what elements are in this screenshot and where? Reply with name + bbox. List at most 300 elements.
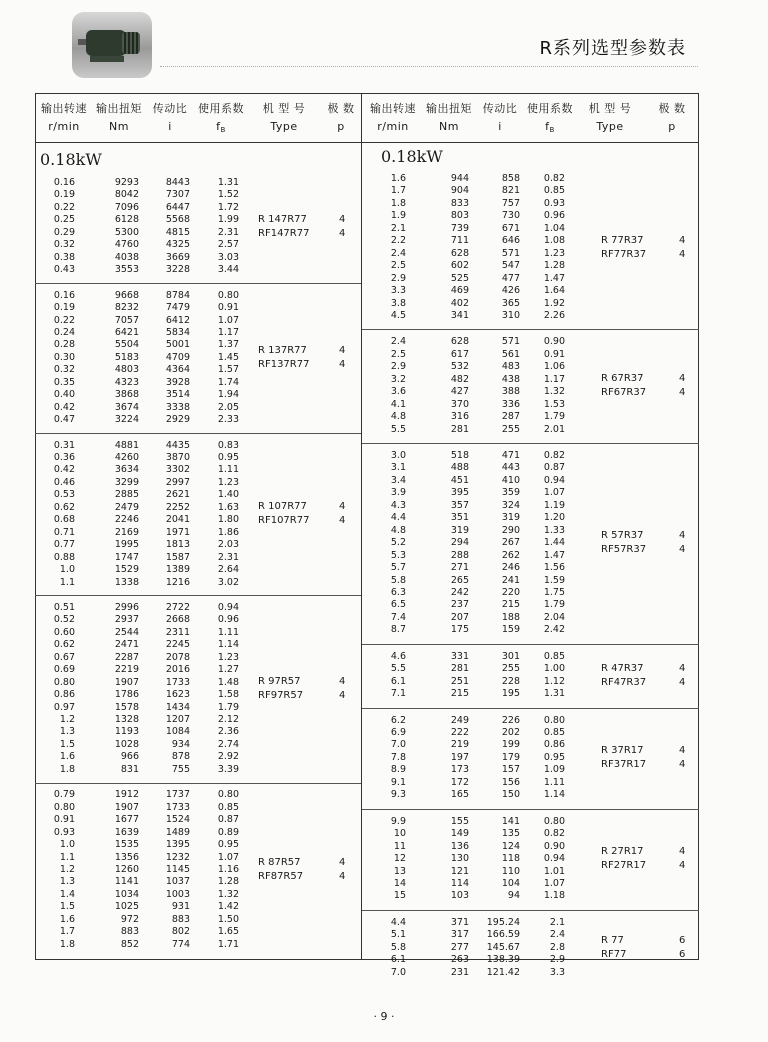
cell-ratio: 547 (501, 260, 520, 272)
cell-speed: 9.1 (390, 776, 406, 788)
cell-torque: 2996 (114, 601, 139, 613)
cell-torque: 130 (450, 853, 469, 865)
cell-service: 0.95 (217, 839, 239, 851)
cell-ratio: 1037 (165, 876, 190, 888)
cell-speed: 7.4 (390, 611, 406, 623)
cell-torque: 469 (450, 285, 469, 297)
table-row (362, 816, 699, 828)
cell-ratio: 1733 (165, 801, 190, 813)
model-poles: 4 (679, 248, 686, 260)
model-poles: 4 (339, 857, 346, 869)
table-row (362, 248, 699, 260)
cell-ratio: 4325 (165, 239, 190, 251)
cell-speed: 2.9 (390, 272, 406, 284)
cell-service: 2.4 (549, 929, 565, 941)
cell-speed: 5.1 (390, 929, 406, 941)
cell-speed: 1.9 (390, 210, 406, 222)
cell-speed: 0.51 (53, 601, 75, 613)
cell-ratio: 5568 (165, 214, 190, 226)
header-poles-unit: p (668, 120, 676, 133)
block-divider (362, 329, 699, 330)
cell-torque: 525 (450, 272, 469, 284)
cell-speed: 4.6 (390, 650, 406, 662)
block-divider (35, 433, 361, 434)
cell-ratio: 2252 (165, 501, 190, 513)
cell-torque: 518 (450, 450, 469, 461)
cell-ratio: 359 (501, 487, 520, 499)
cell-ratio: 8443 (165, 177, 190, 188)
cell-speed: 0.29 (53, 226, 75, 238)
cell-speed: 5.5 (390, 663, 406, 675)
model-poles: 4 (679, 846, 686, 858)
cell-torque: 1747 (114, 551, 139, 563)
table-row (362, 462, 699, 474)
cell-torque: 1535 (114, 839, 139, 851)
cell-torque: 1260 (114, 863, 139, 875)
cell-torque: 242 (450, 586, 469, 598)
model-poles: 4 (339, 227, 346, 239)
header-ratio-unit: i (498, 120, 502, 133)
cell-service: 1.04 (543, 222, 565, 234)
cell-ratio: 336 (501, 398, 520, 410)
cell-speed: 0.32 (53, 239, 75, 251)
table-row (362, 727, 699, 739)
cell-speed: 0.24 (53, 326, 75, 338)
header-torque: 输出扭矩 (96, 102, 142, 115)
header-model: 机 型 号 (262, 102, 306, 115)
cell-service: 1.37 (217, 339, 239, 351)
table-row (35, 302, 361, 314)
cell-speed: 0.62 (53, 501, 75, 513)
cell-service: 0.96 (543, 210, 565, 222)
cell-ratio: 7307 (165, 189, 190, 201)
header-poles: 极 数 (327, 102, 355, 115)
model-name: R 77R37 (601, 234, 644, 246)
model-poles: 4 (339, 871, 346, 883)
right-power-label: 0.18kW (381, 147, 443, 166)
model-name: R 147R77 (258, 213, 307, 225)
cell-service: 2.12 (217, 714, 239, 725)
cell-service: 0.93 (543, 197, 565, 209)
cell-service: 0.95 (217, 452, 239, 463)
cell-torque: 482 (450, 373, 469, 385)
cell-ratio: 121.42 (486, 966, 520, 978)
table-row (35, 627, 361, 639)
table-row (35, 377, 361, 389)
cell-speed: 0.46 (53, 476, 75, 488)
cell-speed: 0.71 (53, 526, 75, 538)
cell-ratio: 2078 (165, 651, 190, 663)
cell-torque: 6128 (114, 214, 139, 226)
header-poles: 极 数 (658, 102, 686, 115)
table-row (35, 315, 361, 327)
table-row (362, 273, 699, 285)
cell-ratio: 561 (501, 348, 520, 360)
cell-ratio: 118 (501, 853, 520, 865)
model-name: RF77 (601, 948, 627, 960)
cell-service: 1.31 (217, 177, 239, 188)
cell-torque: 4323 (114, 376, 139, 388)
block-divider (362, 443, 699, 444)
cell-ratio: 138.39 (486, 954, 520, 966)
table-row (362, 173, 699, 185)
table-row (35, 901, 361, 913)
cell-service: 1.09 (543, 764, 565, 776)
cell-ratio: 159 (501, 624, 520, 636)
cell-speed: 4.8 (390, 524, 406, 536)
header-service-unit-sub: B (220, 126, 226, 134)
table-row (35, 839, 361, 851)
model-name: R 87R57 (258, 857, 301, 869)
model-name: RF107R77 (258, 515, 310, 527)
cell-service: 1.45 (217, 351, 239, 363)
model-poles: 4 (679, 544, 686, 556)
cell-ratio: 878 (171, 751, 190, 763)
cell-torque: 103 (450, 890, 469, 902)
model-poles: 4 (339, 676, 346, 688)
cell-torque: 488 (450, 462, 469, 474)
table-row (362, 424, 699, 436)
cell-ratio: 646 (501, 235, 520, 247)
cell-speed: 6.5 (390, 599, 406, 611)
cell-service: 1.92 (543, 297, 565, 309)
table-row (362, 500, 699, 512)
header-ratio-unit: i (168, 120, 172, 133)
cell-service: 3.39 (217, 763, 239, 775)
cell-torque: 281 (450, 423, 469, 435)
cell-ratio: 124 (501, 840, 520, 852)
model-poles: 4 (679, 373, 686, 385)
left-header (35, 93, 361, 142)
cell-speed: 2.5 (390, 348, 406, 360)
cell-torque: 319 (450, 524, 469, 536)
cell-torque: 739 (450, 222, 469, 234)
table-row (362, 235, 699, 247)
cell-ratio: 1084 (165, 726, 190, 738)
header-ratio: 传动比 (152, 102, 188, 115)
cell-speed: 12 (393, 853, 406, 865)
table-row (35, 464, 361, 476)
cell-torque: 8042 (114, 189, 139, 201)
cell-ratio: 1216 (165, 576, 190, 588)
header-speed: 输出转速 (41, 102, 87, 115)
table-row (35, 827, 361, 839)
cell-torque: 3299 (114, 476, 139, 488)
cell-torque: 1025 (114, 901, 139, 913)
cell-speed: 0.42 (53, 401, 75, 413)
cell-service: 1.32 (543, 386, 565, 398)
cell-torque: 2544 (114, 626, 139, 638)
table-row (35, 227, 361, 239)
cell-torque: 114 (450, 877, 469, 889)
model-name: R 137R77 (258, 345, 307, 357)
cell-ratio: 1207 (165, 714, 190, 725)
cell-torque: 1034 (114, 888, 139, 900)
cell-speed: 0.86 (53, 689, 75, 701)
cell-speed: 8.9 (390, 764, 406, 776)
cell-ratio: 179 (501, 751, 520, 763)
cell-speed: 15 (393, 890, 406, 902)
cell-service: 1.63 (217, 501, 239, 513)
header-service-unit-wrap (545, 120, 555, 133)
cell-ratio: 135 (501, 828, 520, 840)
cell-speed: 1.8 (390, 197, 406, 209)
cell-service: 3.03 (217, 251, 239, 263)
cell-speed: 5.3 (390, 549, 406, 561)
table-row (362, 260, 699, 272)
table-row (35, 339, 361, 351)
cell-service: 1.28 (543, 260, 565, 272)
table-row (362, 310, 699, 322)
cell-speed: 0.22 (53, 314, 75, 326)
cell-speed: 0.19 (53, 189, 75, 201)
model-name: R 27R17 (601, 846, 644, 858)
cell-service: 2.1 (549, 916, 565, 928)
cell-torque: 172 (450, 776, 469, 788)
table-row (35, 440, 361, 452)
cell-torque: 231 (450, 966, 469, 978)
block-divider (362, 644, 699, 645)
cell-ratio: 443 (501, 462, 520, 474)
table-row (362, 688, 699, 700)
cell-speed: 1.0 (59, 564, 75, 576)
table-row (35, 652, 361, 664)
cell-ratio: 410 (501, 474, 520, 486)
cell-speed: 0.31 (53, 439, 75, 451)
cell-torque: 1193 (114, 726, 139, 738)
cell-speed: 7.0 (390, 966, 406, 978)
cell-speed: 6.3 (390, 586, 406, 598)
cell-torque: 2479 (114, 501, 139, 513)
header-model-unit: Type (596, 120, 624, 133)
cell-service: 1.18 (543, 890, 565, 902)
cell-speed: 0.36 (53, 452, 75, 463)
cell-speed: 0.40 (53, 389, 75, 401)
table-row (35, 539, 361, 551)
cell-service: 2.03 (217, 539, 239, 551)
table-row (35, 714, 361, 726)
table-row (35, 352, 361, 364)
cell-service: 0.95 (543, 751, 565, 763)
cell-speed: 3.6 (390, 386, 406, 398)
cell-service: 1.23 (217, 476, 239, 488)
table-row (362, 562, 699, 574)
cell-torque: 711 (450, 235, 469, 247)
table-row (35, 677, 361, 689)
table-row (362, 929, 699, 941)
cell-torque: 1912 (114, 789, 139, 801)
table-row (35, 864, 361, 876)
cell-torque: 628 (450, 336, 469, 348)
table-row (35, 202, 361, 214)
table-row (362, 411, 699, 423)
model-poles: 4 (679, 745, 686, 757)
cell-speed: 0.67 (53, 651, 75, 663)
cell-service: 1.47 (543, 549, 565, 561)
cell-speed: 4.3 (390, 499, 406, 511)
cell-ratio: 1389 (165, 564, 190, 576)
cell-service: 1.23 (217, 651, 239, 663)
table-row (35, 189, 361, 201)
cell-torque: 852 (120, 938, 139, 950)
cell-torque: 294 (450, 537, 469, 549)
cell-torque: 121 (450, 865, 469, 877)
cell-ratio: 1489 (165, 826, 190, 838)
table-row (362, 764, 699, 776)
cell-speed: 6.9 (390, 727, 406, 738)
cell-speed: 6.1 (390, 954, 406, 966)
cell-ratio: 1232 (165, 851, 190, 863)
cell-service: 1.19 (543, 499, 565, 511)
cell-speed: 1.5 (59, 901, 75, 913)
table-row (35, 802, 361, 814)
cell-torque: 149 (450, 828, 469, 840)
cell-service: 0.87 (543, 462, 565, 474)
cell-speed: 0.28 (53, 339, 75, 351)
cell-ratio: 1524 (165, 814, 190, 826)
cell-service: 1.32 (217, 888, 239, 900)
cell-speed: 0.62 (53, 639, 75, 651)
cell-service: 1.28 (217, 876, 239, 888)
cell-ratio: 3870 (165, 452, 190, 463)
cell-service: 0.82 (543, 450, 565, 461)
header-model-unit: Type (270, 120, 298, 133)
cell-ratio: 3928 (165, 376, 190, 388)
cell-service: 0.85 (543, 650, 565, 662)
cell-service: 3.02 (217, 576, 239, 588)
cell-ratio: 730 (501, 210, 520, 222)
cell-service: 1.47 (543, 272, 565, 284)
cell-ratio: 755 (171, 763, 190, 775)
cell-torque: 1786 (114, 689, 139, 701)
cell-ratio: 94 (507, 890, 520, 902)
cell-service: 2.31 (217, 551, 239, 563)
cell-ratio: 1733 (165, 676, 190, 688)
header-speed: 输出转速 (370, 102, 416, 115)
cell-torque: 395 (450, 487, 469, 499)
model-poles: 4 (339, 345, 346, 357)
cell-torque: 3674 (114, 401, 139, 413)
model-name: RF87R57 (258, 871, 304, 883)
cell-speed: 0.43 (53, 264, 75, 276)
cell-service: 1.16 (217, 863, 239, 875)
cell-speed: 13 (393, 865, 406, 877)
cell-service: 1.00 (543, 663, 565, 675)
cell-speed: 0.22 (53, 201, 75, 213)
cell-ratio: 438 (501, 373, 520, 385)
cell-service: 0.86 (543, 739, 565, 751)
table-row (35, 477, 361, 489)
table-row (362, 715, 699, 727)
cell-service: 2.64 (217, 564, 239, 576)
table-row (362, 349, 699, 361)
cell-torque: 215 (450, 688, 469, 700)
cell-service: 1.56 (543, 562, 565, 574)
cell-speed: 3.2 (390, 373, 406, 385)
cell-torque: 1677 (114, 814, 139, 826)
cell-torque: 5300 (114, 226, 139, 238)
header-ratio: 传动比 (482, 102, 518, 115)
cell-service: 2.05 (217, 401, 239, 413)
table-row (362, 651, 699, 663)
cell-speed: 0.68 (53, 514, 75, 526)
model-name: R 47R37 (601, 662, 644, 674)
table-row (362, 374, 699, 386)
cell-ratio: 571 (501, 336, 520, 348)
model-poles: 4 (339, 690, 346, 702)
cell-torque: 3868 (114, 389, 139, 401)
cell-speed: 7.8 (390, 751, 406, 763)
table-row (362, 752, 699, 764)
cell-torque: 370 (450, 398, 469, 410)
table-row (35, 552, 361, 564)
header-service-unit-f: f (545, 120, 550, 133)
cell-ratio: 2041 (165, 514, 190, 526)
table-row (362, 789, 699, 801)
cell-service: 2.74 (217, 738, 239, 750)
cell-service: 2.42 (543, 624, 565, 636)
cell-service: 1.99 (217, 214, 239, 226)
cell-ratio: 255 (501, 663, 520, 675)
header-poles-unit: p (337, 120, 345, 133)
cell-service: 0.94 (543, 853, 565, 865)
table-row (362, 361, 699, 373)
cell-service: 0.96 (217, 614, 239, 626)
model-name: RF57R37 (601, 544, 647, 556)
cell-service: 0.80 (543, 714, 565, 726)
cell-speed: 0.93 (53, 826, 75, 838)
cell-service: 0.94 (543, 474, 565, 486)
table-row (362, 663, 699, 675)
cell-ratio: 4815 (165, 226, 190, 238)
cell-service: 1.11 (217, 626, 239, 638)
cell-torque: 371 (450, 916, 469, 928)
cell-ratio: 241 (501, 574, 520, 586)
cell-torque: 2885 (114, 489, 139, 501)
cell-service: 1.01 (543, 865, 565, 877)
cell-torque: 3634 (114, 464, 139, 476)
cell-speed: 3.1 (390, 462, 406, 474)
cell-speed: 1.8 (59, 938, 75, 950)
cell-service: 0.80 (217, 289, 239, 301)
cell-ratio: 226 (501, 714, 520, 726)
cell-torque: 4803 (114, 364, 139, 376)
cell-service: 1.11 (217, 464, 239, 476)
table-row (362, 866, 699, 878)
cell-ratio: 1395 (165, 839, 190, 851)
cell-speed: 2.5 (390, 260, 406, 272)
cell-speed: 2.2 (390, 235, 406, 247)
cell-torque: 207 (450, 611, 469, 623)
cell-service: 2.31 (217, 226, 239, 238)
cell-speed: 0.35 (53, 376, 75, 388)
cell-service: 3.44 (217, 264, 239, 276)
table-row (35, 726, 361, 738)
model-poles: 4 (679, 387, 686, 399)
cell-speed: 0.38 (53, 251, 75, 263)
cell-ratio: 483 (501, 361, 520, 373)
cell-speed: 2.4 (390, 247, 406, 259)
cell-service: 2.33 (217, 414, 239, 426)
table-row (362, 739, 699, 751)
table-row (35, 614, 361, 626)
header-service-unit-wrap (216, 120, 226, 133)
cell-ratio: 883 (171, 913, 190, 925)
cell-speed: 0.32 (53, 364, 75, 376)
cell-ratio: 262 (501, 549, 520, 561)
table-row (362, 399, 699, 411)
block-divider (362, 708, 699, 709)
